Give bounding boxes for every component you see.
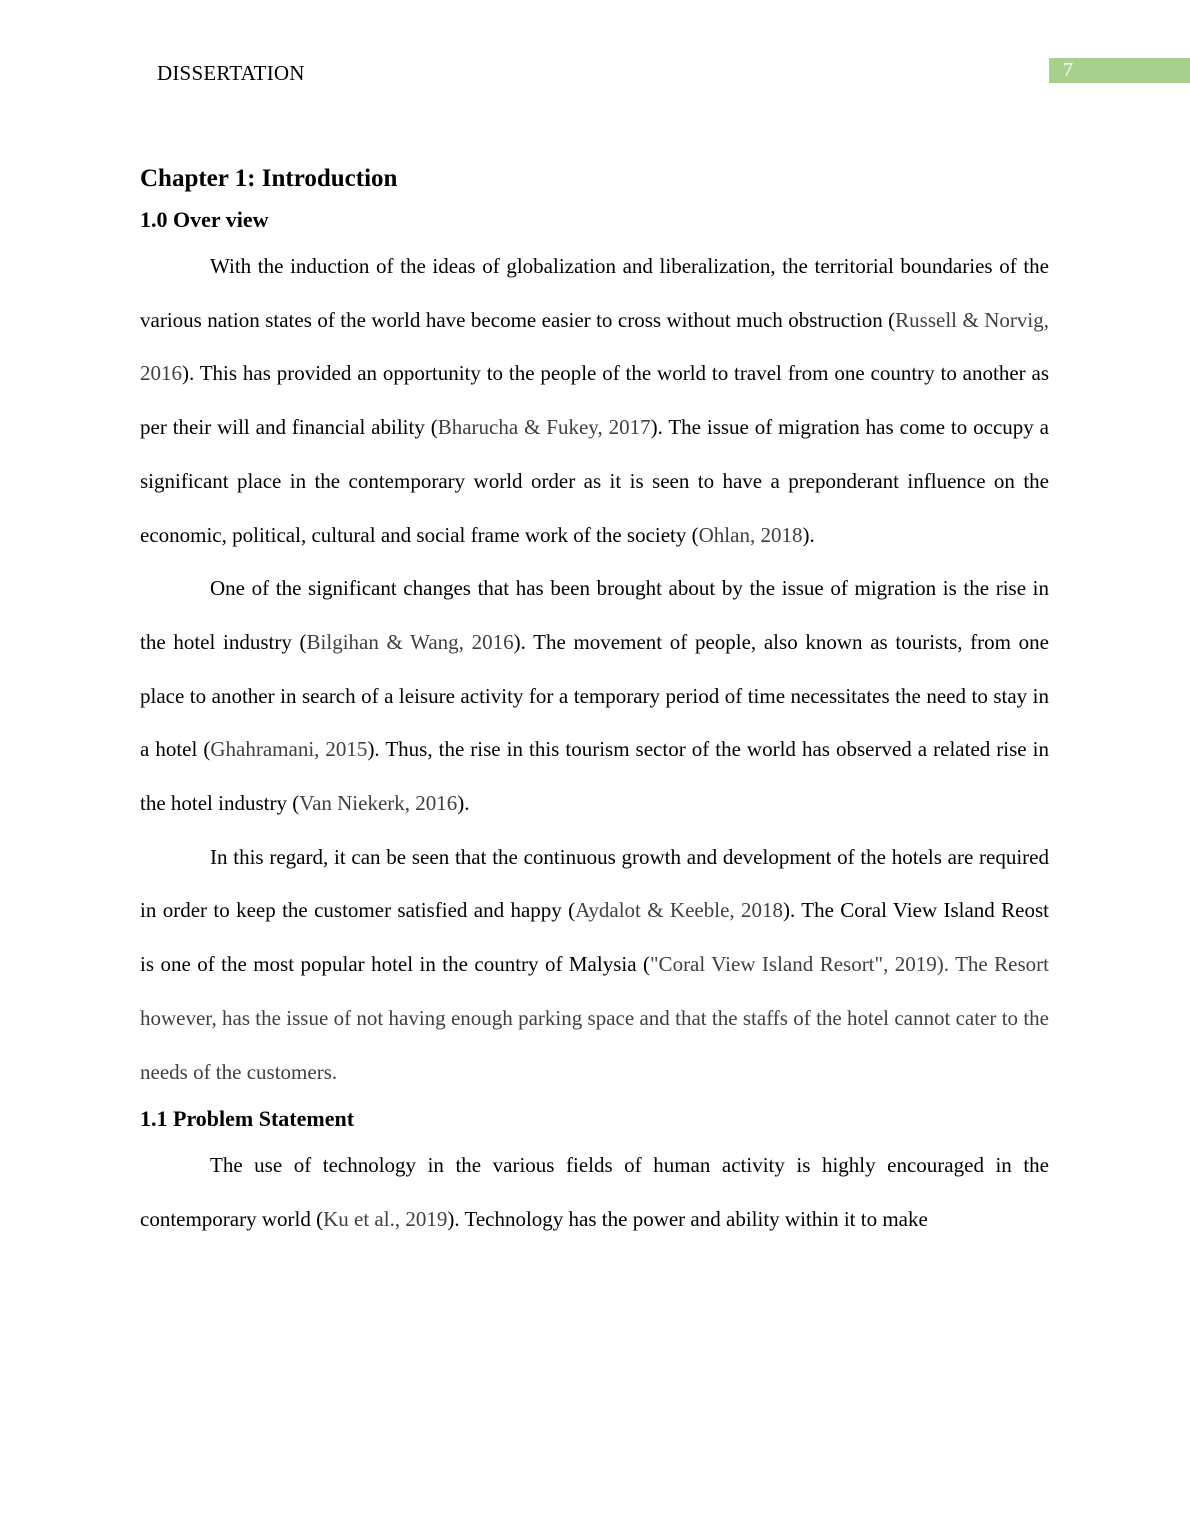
chapter-title: Chapter 1: Introduction: [140, 165, 398, 192]
text-run: With the induction of the ideas of globalization and liberalization, the territorial boundaries of the various nation states of the world have become easier to cross without much obstruction (: [140, 254, 1049, 332]
paragraph-overview-3: [140, 831, 1049, 1100]
section-heading-overview: 1.0 Over view: [140, 207, 269, 232]
document-body: [140, 158, 1049, 1247]
citation: Van Niekerk, 2016: [299, 791, 458, 816]
paragraph-overview-1: [140, 240, 1049, 562]
paragraph-overview-2: [140, 562, 1049, 831]
text-run: ). The Resort however, has the issue of not having enough parking space and that the staffs of the hotel cannot cater to the needs of the customers.: [140, 952, 1049, 1084]
text-run: ). The Coral View Island Reost is one of the most popular hotel in the country of Malysia (: [140, 898, 1049, 977]
text-run: ). Technology has the power and ability within it to make: [447, 1206, 928, 1231]
text-run: ).: [802, 522, 815, 547]
paragraph-problem-1: [140, 1139, 1049, 1246]
text-run: In this regard, it can be seen that the continuous growth and development of the hotels are required in order to keep the customer satisfied and happy (: [140, 844, 1049, 923]
text-run: ). Thus, the rise in this tourism sector of the world has observed a related rise in the hotel industry (: [140, 737, 1049, 816]
citation: Aydalot & Keeble, 2018: [575, 898, 784, 923]
text-run: One of the significant changes that has been brought about by the issue of migration is the rise in the hotel industry (: [140, 576, 1049, 654]
citation: "Coral View Island Resort", 2019: [649, 952, 937, 977]
text-run: The use of technology in the various fields of human activity is highly encouraged in the contemporary world (: [140, 1153, 1049, 1231]
citation: Ohlan, 2018: [698, 522, 803, 547]
running-head: DISSERTATION: [157, 61, 305, 85]
page-number: 7: [1063, 59, 1073, 81]
citation: Russell & Norvig, 2016: [140, 307, 1049, 386]
page-number-bar: [1049, 58, 1190, 83]
citation: Ku et al., 2019: [323, 1206, 448, 1231]
text-run: ). The movement of people, also known as tourists, from one place to another in search of a leisure activity for a temporary period of time necessitates the need to stay in a hotel (: [140, 629, 1049, 762]
citation: Ghahramani, 2015: [210, 737, 368, 762]
citation: Bilgihan & Wang, 2016: [306, 629, 514, 654]
text-run: ). This has provided an opportunity to the people of the world to travel from one country to another as per their will and financial ability (: [140, 361, 1049, 440]
citation: Bharucha & Fukey, 2017: [437, 415, 651, 440]
section-heading-problem-statement: 1.1 Problem Statement: [140, 1106, 355, 1132]
text-run: ). The issue of migration has come to occupy a significant place in the contemporary world order as it is seen to have a preponderant influence on the economic, political, cultural and social frame work of the society (: [140, 415, 1050, 547]
text-run: ).: [457, 791, 470, 816]
